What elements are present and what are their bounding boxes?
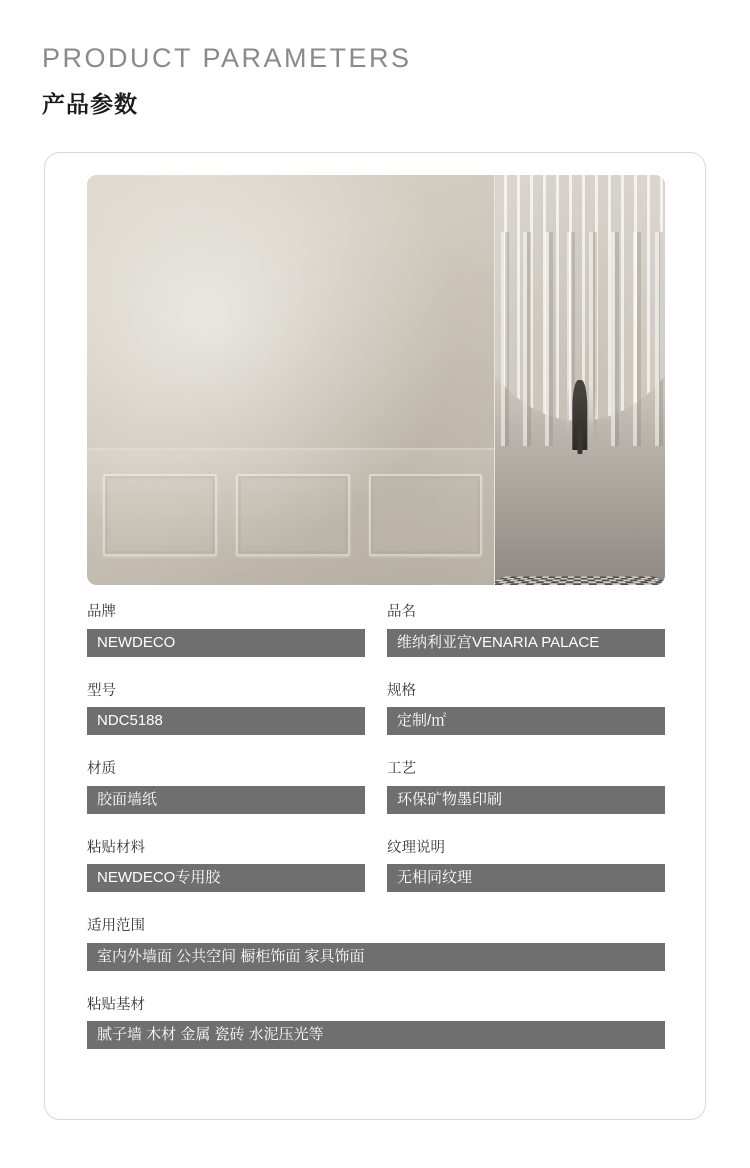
spec-label: 材质 [87, 761, 116, 777]
wallpaper-texture-half [87, 175, 494, 585]
figure-silhouette [577, 429, 582, 454]
spec-cell-specification [387, 684, 665, 736]
spec-cell-substrate [87, 998, 665, 1050]
spec-cell-process [387, 762, 665, 814]
spec-value: 环保矿物墨印刷 [387, 786, 665, 814]
wall-panel [103, 474, 217, 556]
product-image [87, 175, 665, 585]
spec-label: 型号 [87, 682, 116, 699]
page-header [0, 0, 750, 119]
image-seam-divider [494, 175, 495, 585]
spec-label: 粘贴基材 [87, 996, 145, 1013]
spec-row [87, 762, 665, 814]
spec-value: 维纳利亚宫VENARIA PALACE [387, 629, 665, 657]
product-parameters-card [44, 152, 706, 1120]
spec-label: 品牌 [87, 604, 116, 620]
spec-row [87, 605, 665, 657]
spec-value: 定制/㎡ [387, 707, 665, 735]
page-title-chinese: 产品参数 [42, 90, 138, 117]
spec-value: 室内外墙面 公共空间 橱柜饰面 家具饰面 [87, 943, 665, 971]
wall-panel [369, 474, 483, 556]
spec-row [87, 919, 665, 971]
spec-value: NEWDECO专用胶 [87, 864, 365, 892]
wall-panel-row [103, 474, 482, 556]
spec-label: 工艺 [387, 761, 416, 777]
spec-row [87, 841, 665, 893]
spec-value: 腻子墙 木材 金属 瓷砖 水泥压光等 [87, 1021, 665, 1049]
spec-label: 粘贴材料 [87, 839, 145, 856]
checkered-floor [495, 576, 666, 585]
spec-value: 无相同纹理 [387, 864, 665, 892]
spec-label: 纹理说明 [387, 839, 445, 856]
spec-cell-brand [87, 605, 365, 657]
spec-cell-adhesive [87, 841, 365, 893]
spec-value: NEWDECO [87, 629, 365, 657]
wall-panel [236, 474, 350, 556]
spec-label: 品名 [387, 604, 416, 620]
spec-cell-product-name [387, 605, 665, 657]
palace-hallway-half [495, 175, 666, 585]
spec-cell-application-scope [87, 919, 665, 971]
spec-row [87, 684, 665, 736]
spec-value: NDC5188 [87, 707, 365, 735]
page-title-english: PRODUCT PARAMETERS [42, 43, 412, 73]
spec-cell-material [87, 762, 365, 814]
spec-cell-model [87, 684, 365, 736]
spec-value: 胶面墙纸 [87, 786, 365, 814]
spec-label: 规格 [387, 682, 416, 699]
spec-list [87, 605, 665, 1076]
spec-label: 适用范围 [87, 918, 145, 934]
spec-cell-texture-note [387, 841, 665, 893]
spec-row [87, 998, 665, 1050]
